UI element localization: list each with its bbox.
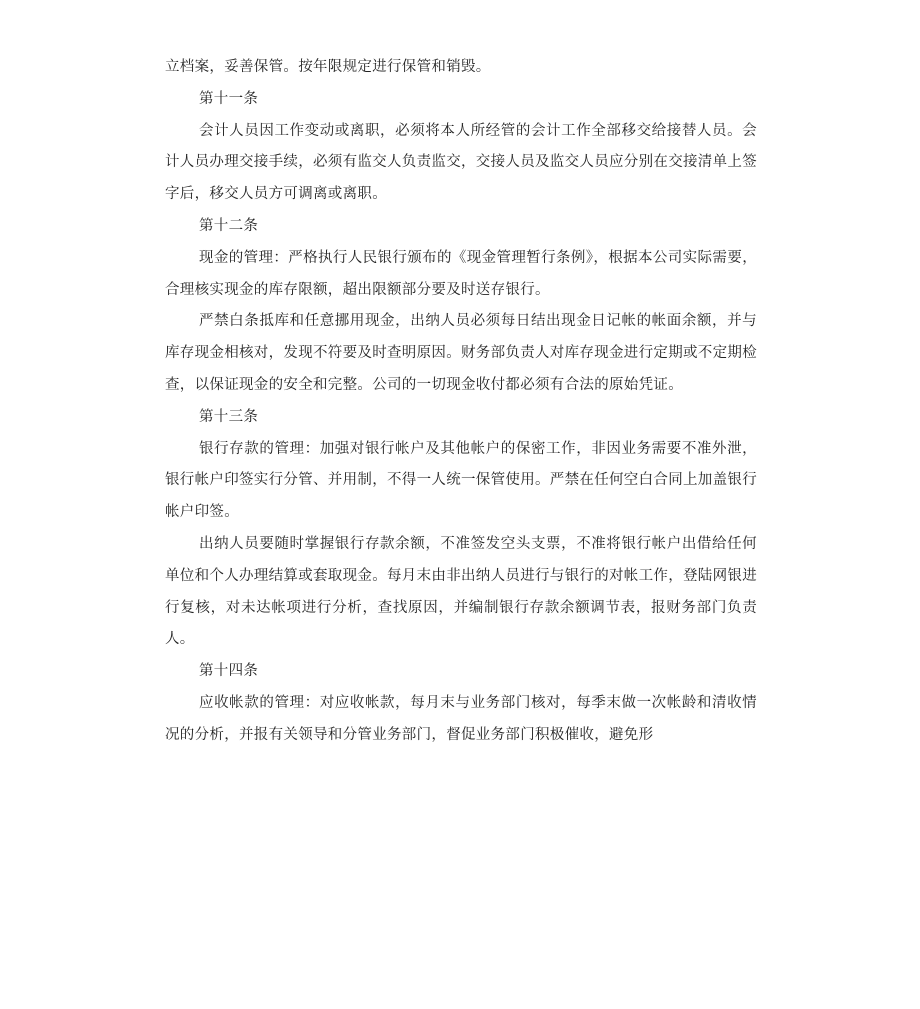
paragraph-handover: 会计人员因工作变动或离职，必须将本人所经管的会计工作全部移交给接替人员。会计人员办理交接手续，必须有监交人负责监交，交接人员及监交人员应分别在交接清单上签字后，移交人员方可调离或离职。 [165,122,757,203]
article-12-heading: 第十二条 [199,217,259,234]
article-11-heading: 第十一条 [199,90,259,107]
paragraph-cash-checks: 严禁白条抵库和任意挪用现金，出纳人员必须每日结出现金日记帐的帐面余额，并与库存现金相核对，发现不符要及时查明原因。财务部负责人对库存现金进行定期或不定期检查，以保证现金的安全和完整。公司的一切现金收付都必须有合法的原始凭证。 [165,313,757,393]
paragraph-bank-deposits: 银行存款的管理：加强对银行帐户及其他帐户的保密工作，非因业务需要不准外泄，银行帐户印签实行分管、并用制，不得一人统一保管使用。严禁在任何空白合同上加盖银行帐户印签。 [165,440,757,521]
paragraph-cash-management: 现金的管理：严格执行人民银行颁布的《现金管理暂行条例》，根据本公司实际需要，合理核实现金的库存限额，超出限额部分要及时送存银行。 [165,249,757,298]
paragraph-bank-reconciliation: 出纳人员要随时掌握银行存款余额，不准签发空头支票，不准将银行帐户出借给任何单位和个人办理结算或套取现金。每月末由非出纳人员进行与银行的对帐工作，登陆网银进行复核，对未达帐项进行分析，查找原因，并编制银行存款余额调节表，报财务部门负责人。 [165,535,757,648]
article-13-heading: 第十三条 [199,408,259,425]
article-14-heading: 第十四条 [199,663,259,680]
paragraph-archive-keeping: 立档案，妥善保管。按年限规定进行保管和销毁。 [165,59,491,75]
document-page [165,52,757,752]
paragraph-receivables: 应收帐款的管理：对应收帐款，每月末与业务部门核对，每季末做一次帐龄和清收情况的分析，并报有关领导和分管业务部门，督促业务部门积极催收，避免形 [165,694,757,743]
